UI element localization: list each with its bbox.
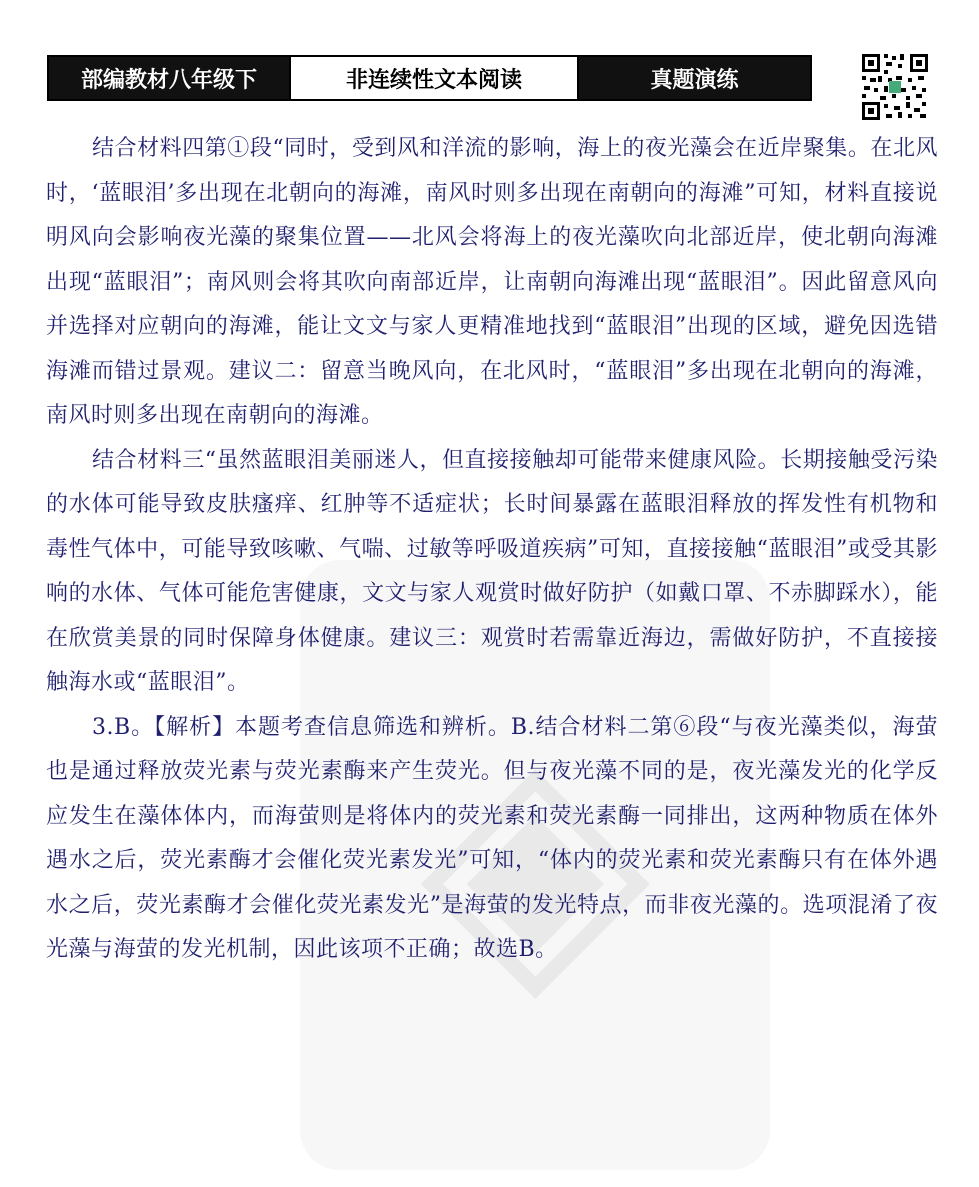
answer-content (46, 127, 938, 973)
paragraph-question-three: 3.B。【解析】本题考查信息筛选和辨析。B.结合材料二第⑥段“与夜光藻类似，海萤也是通过释放荧光素与荧光素酶来产生荧光。但与夜光藻不同的是，夜光藻发光的化学反应发生在藻体体内，而海萤则是将体内的荧光素和荧光素酶一同排出，这两种物质在体外遇水之后，荧光素酶才会催化荧光素发光”可知，“体内的荧光素和荧光素酶只有在体外遇水之后，荧光素酶才会催化荧光素发光”是海萤的发光特点，而非夜光藻的。选项混淆了夜光藻与海萤的发光机制，因此该项不正确；故选B。 (46, 714, 938, 962)
header-topic-label: 非连续性文本阅读 (289, 57, 579, 99)
watermark-mark: ◈ (420, 680, 651, 1033)
header-book-label: 部编教材八年级下 (49, 57, 289, 99)
paragraph-suggestion-two: 结合材料四第①段“同时，受到风和洋流的影响，海上的夜光藻会在近岸聚集。在北风时，‘蓝眼泪’多出现在北朝向的海滩，南风时则多出现在南朝向的海滩”可知，材料直接说明风向会影响夜光藻的聚集位置——北风会将海上的夜光藻吹向北部近岸，使北朝向海滩出现“蓝眼泪”；南风则会将其吹向南部近岸，让南朝向海滩出现“蓝眼泪”。因此留意风向并选择对应朝向的海滩，能让文文与家人更精准地找到“蓝眼泪”出现的区域，避免因选错海滩而错过景观。建议二：留意当晚风向，在北风时，“蓝眼泪”多出现在北朝向的海滩，南风时则多出现在南朝向的海滩。 (46, 136, 938, 428)
qr-code-icon (860, 52, 930, 122)
paragraph-suggestion-three: 结合材料三“虽然蓝眼泪美丽迷人，但直接接触却可能带来健康风险。长期接触受污染的水体可能导致皮肤瘙痒、红肿等不适症状；长时间暴露在蓝眼泪释放的挥发性有机物和毒性气体中，可能导致咳嗽、气喘、过敏等呼吸道疾病”可知，直接接触“蓝眼泪”或受其影响的水体、气体可能危害健康，文文与家人观赏时做好防护（如戴口罩、不赤脚踩水），能在欣赏美景的同时保障身体健康。建议三：观赏时若需靠近海边，需做好防护，不直接接触海水或“蓝眼泪”。 (46, 447, 938, 695)
header-section-label: 真题演练 (579, 57, 810, 99)
header-bar (47, 55, 812, 101)
